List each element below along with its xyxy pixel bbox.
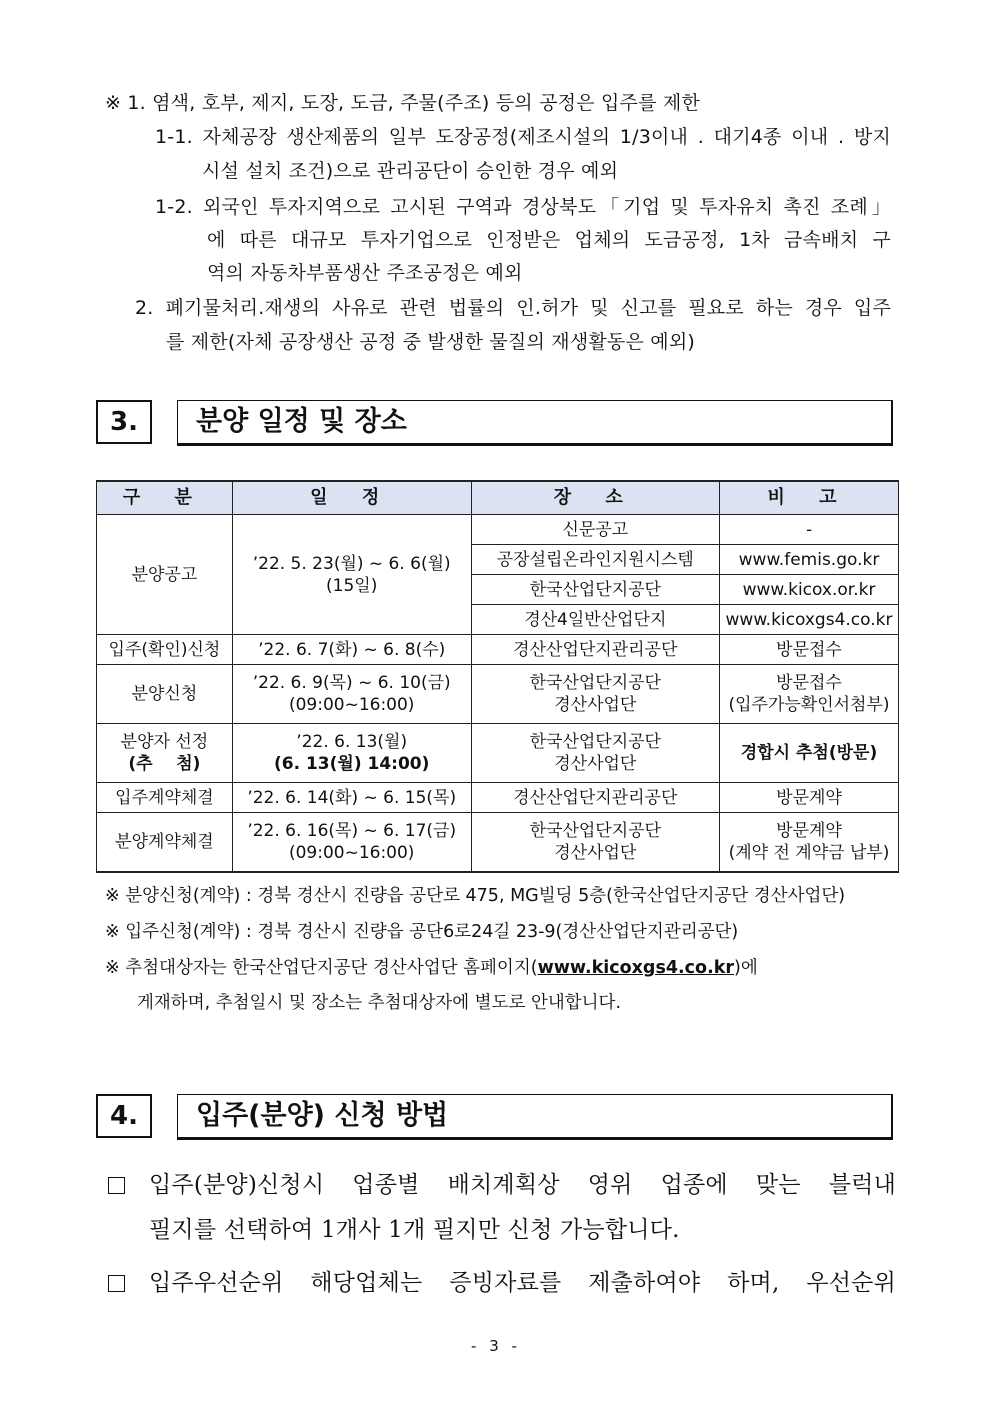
cell-schedule (232, 813, 471, 873)
place-org: 한국산업단지공단 (529, 673, 661, 693)
cell-remarks: 경합시 추첨(방문) (720, 724, 899, 783)
bullet-1 (108, 1170, 896, 1200)
cell-category (97, 724, 233, 783)
note-lottery-cont: 게재하며, 추첨일시 및 장소는 추첨대상자에 별도로 안내합니다. (137, 993, 622, 1013)
place-branch: 경산사업단 (554, 695, 637, 715)
checkbox-icon (108, 1177, 125, 1194)
category-sub: (추 첨) (128, 754, 201, 774)
cell-category: 분양신청 (97, 665, 233, 724)
category-main: 분양자 선정 (120, 732, 209, 752)
cell-place: 경산산업단지관리공단 (471, 783, 719, 813)
cell-place (471, 724, 719, 783)
note-2: 2. 폐기물처리.재생의 사유로 관련 법률의 인.허가 및 신고를 필요로 하는 경우 입주 (135, 297, 891, 319)
bullet-1-text: 입주(분양)신청시 업종별 배치계획상 영위 업종에 맞는 블럭내 (149, 1172, 896, 1198)
schedule-table (96, 480, 899, 873)
note-1-2-cont2: 역의 자동차부품생산 주조공정은 예외 (207, 262, 523, 284)
cell-place (471, 813, 719, 873)
cell-remarks (720, 665, 899, 724)
note-1-1: 1-1. 자체공장 생산제품의 일부 도장공정(제조시설의 1/3이내 . 대기4종 이내 . 방지 (155, 126, 891, 148)
col-header-place: 장 소 (471, 481, 719, 515)
schedule-hours: (09:00~16:00) (288, 843, 415, 863)
table-header-row (97, 481, 899, 515)
remarks-sub: (입주가능확인서첨부) (728, 695, 890, 715)
note-2-cont: 를 제한(자체 공장생산 공정 중 발생한 물질의 재생활동은 예외) (166, 331, 695, 353)
table-row (97, 515, 899, 545)
cell-remarks: www.kicoxgs4.co.kr (720, 605, 899, 635)
cell-remarks: www.femis.go.kr (720, 545, 899, 575)
schedule-hours: (09:00~16:00) (288, 695, 415, 715)
checkbox-icon (108, 1275, 125, 1292)
bullet-1-cont: 필지를 선택하여 1개사 1개 필지만 신청 가능합니다. (149, 1217, 680, 1243)
remarks-sub: (계약 전 계약금 납부) (728, 843, 890, 863)
schedule-range: ’22. 6. 9(목) ~ 6. 10(금) (252, 673, 451, 693)
note-1: ※ 1. 염색, 호부, 제지, 도장, 도금, 주물(주조) 등의 공정은 입주를 제한 (105, 92, 701, 114)
note-lottery (105, 956, 758, 980)
schedule-time: (6. 13(월) 14:00) (274, 754, 430, 774)
cell-place (471, 665, 719, 724)
section-3-number: 3. (96, 400, 152, 444)
table-row (97, 665, 899, 724)
col-header-remarks: 비 고 (720, 481, 899, 515)
cell-category: 입주(확인)신청 (97, 635, 233, 665)
homepage-link[interactable]: www.kicoxgs4.co.kr (537, 958, 734, 978)
cell-place: 경산4일반산업단지 (471, 605, 719, 635)
table-row (97, 635, 899, 665)
cell-remarks: www.kicox.or.kr (720, 575, 899, 605)
cell-category: 분양계약체결 (97, 813, 233, 873)
cell-remarks: - (720, 515, 899, 545)
note-lottery-text-end: )에 (734, 958, 758, 978)
note-1-2: 1-2. 외국인 투자지역으로 고시된 구역과 경상북도「기업 및 투자유치 촉진 조례」 (155, 196, 891, 218)
col-header-category: 구 분 (97, 481, 233, 515)
schedule-date: ’22. 6. 13(월) (296, 732, 408, 752)
cell-category: 분양공고 (97, 515, 233, 635)
cell-schedule: ’22. 6. 7(화) ~ 6. 8(수) (232, 635, 471, 665)
cell-remarks: 방문접수 (720, 635, 899, 665)
table-row (97, 783, 899, 813)
table-row (97, 813, 899, 873)
cell-remarks (720, 813, 899, 873)
cell-remarks: 방문계약 (720, 783, 899, 813)
remarks-main: 방문접수 (776, 673, 842, 693)
cell-schedule (232, 515, 471, 635)
note-1-1-cont: 시설 설치 조건)으로 관리공단이 승인한 경우 예외 (202, 160, 619, 182)
table-row (97, 724, 899, 783)
schedule-range: ’22. 6. 16(목) ~ 6. 17(금) (247, 821, 457, 841)
bullet-2 (108, 1268, 896, 1298)
page-number: - 3 - (471, 1337, 521, 1355)
bullet-2-text: 입주우선순위 해당업체는 증빙자료를 제출하여야 하며, 우선순위 (149, 1270, 896, 1296)
cell-place: 경산산업단지관리공단 (471, 635, 719, 665)
section-3-title: 분양 일정 및 장소 (177, 400, 893, 446)
note-lottery-text: ※ 추첨대상자는 한국산업단지공단 경산사업단 홈페이지( (105, 958, 538, 978)
cell-category: 입주계약체결 (97, 783, 233, 813)
place-branch: 경산사업단 (554, 754, 637, 774)
cell-place: 신문공고 (471, 515, 719, 545)
note-sales-address: ※ 분양신청(계약) : 경북 경산시 진량읍 공단로 475, MG빌딩 5층(한국산업단지공단 경산사업단) (105, 886, 846, 906)
cell-schedule (232, 724, 471, 783)
remarks-main: 방문계약 (776, 821, 842, 841)
schedule-range: ’22. 5. 23(월) ~ 6. 6(월) (252, 553, 451, 574)
place-org: 한국산업단지공단 (529, 732, 661, 752)
cell-schedule: ’22. 6. 14(화) ~ 6. 15(목) (232, 783, 471, 813)
cell-schedule (232, 665, 471, 724)
cell-place: 공장설립온라인지원시스템 (471, 545, 719, 575)
place-branch: 경산사업단 (554, 843, 637, 863)
col-header-schedule: 일 정 (232, 481, 471, 515)
schedule-duration: (15일) (326, 575, 378, 596)
note-1-2-cont1: 에 따른 대규모 투자기업으로 인정받은 업체의 도금공정, 1차 금속배치 구 (207, 229, 891, 251)
cell-place: 한국산업단지공단 (471, 575, 719, 605)
section-4-title: 입주(분양) 신청 방법 (177, 1094, 893, 1140)
section-4-number: 4. (96, 1094, 152, 1138)
note-move-in-address: ※ 입주신청(계약) : 경북 경산시 진량읍 공단6로24길 23-9(경산산업단지관리공단) (105, 922, 739, 942)
place-org: 한국산업단지공단 (529, 821, 661, 841)
